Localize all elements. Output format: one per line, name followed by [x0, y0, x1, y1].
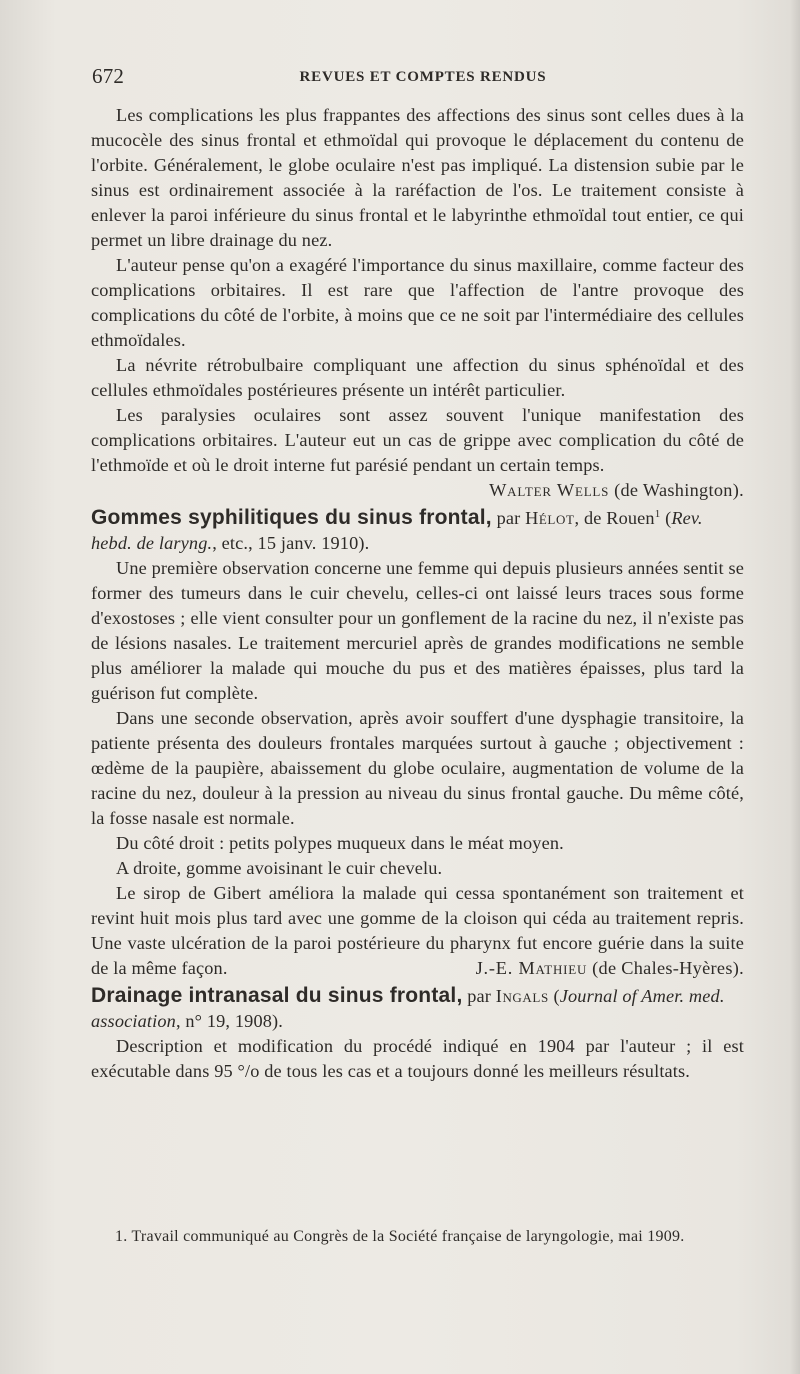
section-author-place: , de Rouen	[574, 508, 655, 528]
running-header	[92, 60, 754, 96]
paragraph-first-observation: Une première observation concerne une femme qui depuis plusieurs années sentit se former des tumeurs dans le cuir chevelu, celles-ci ont laissé leurs traces sous forme d'exostoses ; elle vient consulter pour un gonflement de la racine du nez, il n'existe pas de lésions nasales. Le traitement mercuriel après de grandes modifications ne semble plus améliorer la malade qui mouche du pus et des matières épaisses, plus tard la guérison fut complète.	[91, 558, 744, 703]
paragraph-right-side: Du côté droit : petits polypes muqueux dans le méat moyen.	[116, 833, 564, 853]
footnote-marker: 1	[654, 507, 661, 520]
signature-mathieu	[451, 956, 744, 981]
signature-place: (de Washington).	[614, 480, 744, 500]
section-title: Drainage intranasal du sinus frontal,	[91, 984, 463, 1007]
paragraph-text: Le sirop de Gibert améliora la malade qui cessa spontanément son traitement et revint huit mois plus tard avec une gomme de la cloison qui céda au traitement repris. Une vaste ulcération de la paroi postérieure du pharynx fut encore guérie dans la suite de la même façon.	[91, 883, 744, 978]
article-body	[91, 103, 744, 1084]
paragraph-retrobulbar-neuritis: La névrite rétrobulbaire compliquant une affection du sinus sphénoïdal et des cellules ethmoïdales postérieures présente un intérêt particulier.	[91, 355, 744, 400]
section-by: par	[496, 508, 521, 528]
reference-open: (	[660, 508, 672, 528]
paragraph-right-gomme: A droite, gomme avoisinant le cuir chevelu.	[116, 858, 443, 878]
reference-journal: Journal of Amer. med. association	[91, 986, 725, 1031]
section-heading-drainage	[91, 983, 744, 1034]
signature-place: (de Chales-Hyères).	[592, 958, 744, 978]
signature-walter-wells	[464, 478, 744, 503]
section-title: Gommes syphilitiques du sinus frontal,	[91, 506, 492, 529]
paragraph-orbital-complications: Les complications les plus frappantes des affections des sinus sont celles dues à la mucocèle des sinus frontal et ethmoïdal qui provoque le déplacement du contenu de l'orbite. Généralement, le globe oculaire n'est pas impliqué. La distension subie par le sinus est ordinairement associée à la raréfaction de l'os. Le traitement consiste à enlever la paroi inférieure du sinus frontal et le labyrinthe ethmoïdal tout entier, ce qui permet un libre drainage du nez.	[91, 105, 744, 250]
section-by: par	[467, 986, 492, 1006]
section-heading-gommes	[91, 505, 744, 556]
reference-details: , etc., 15 janv. 1910).	[212, 533, 370, 553]
journal-title: REVUES ET COMPTES RENDUS	[299, 69, 547, 85]
paragraph-maxillary-sinus: L'auteur pense qu'on a exagéré l'importance du sinus maxillaire, comme facteur des complications orbitaires. Il est rare que l'affection de l'antre provoque des complications du côté de l'orbite, à moins que ce ne soit par l'intermédiaire des cellules ethmoïdales.	[91, 255, 744, 350]
paragraph-description: Description et modification du procédé indiqué en 1904 par l'auteur ; il est exécutable dans 95 °/o de tous les cas et a toujours donné les meilleurs résultats.	[91, 1036, 744, 1081]
footnote: 1. Travail communiqué au Congrès de la Société française de laryngologie, mai 1909.	[115, 1228, 685, 1245]
page-number: 672	[92, 64, 125, 88]
section-author: Ingals	[495, 986, 549, 1006]
paragraph-ocular-paralyses	[91, 403, 744, 500]
reference-journal: Rev. hebd. de laryng.	[91, 508, 703, 553]
page-edge-shadow	[790, 0, 800, 1374]
reference-details: , n° 19, 1908).	[175, 1011, 283, 1031]
paragraph-with-signature-2	[91, 881, 744, 981]
paragraph-second-observation: Dans une seconde observation, après avoir souffert d'une dysphagie transitoire, la patiente présenta des douleurs frontales marquées surtout à gauche ; objectivement : œdème de la paupière, abaissement du globe oculaire, augmentation de volume de la racine du nez, douleur à la pression au niveau du sinus frontal gauche. Du même côté, la fosse nasale est normale.	[91, 708, 744, 828]
reference-open: (	[548, 986, 560, 1006]
paragraph-text: Les paralysies oculaires sont assez souvent l'unique manifestation des complications orbitaires. L'auteur eut un cas de grippe avec complication du côté de l'ethmoïde et où le droit interne fut parésié pendant un certain temps.	[91, 405, 744, 475]
signature-author: Walter Wells	[489, 480, 610, 500]
paragraph-with-signature	[91, 403, 744, 503]
signature-author: J.-E. Mathieu	[475, 958, 588, 978]
paragraph-treatment	[91, 881, 744, 981]
section-author: Hélot	[525, 508, 575, 528]
